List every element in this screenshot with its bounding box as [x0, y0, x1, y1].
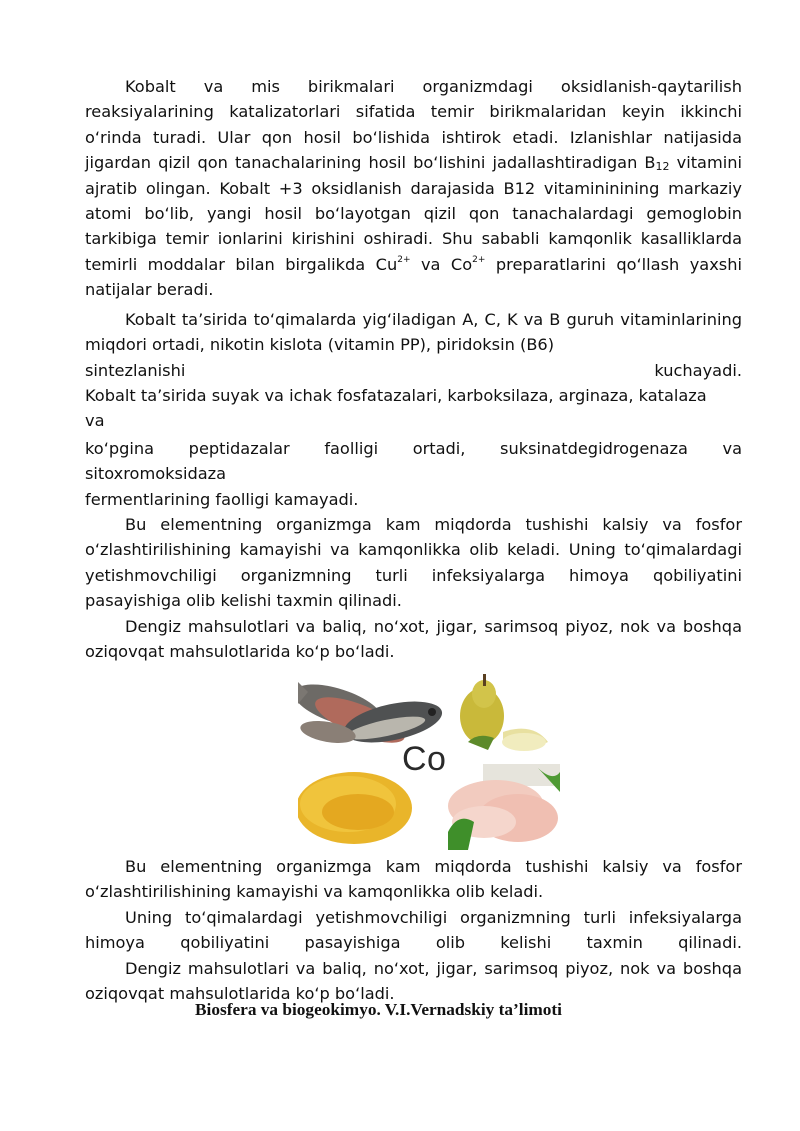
paragraph-immunity: Uning to‘qimalardagi yetishmovchiligi organizmning turli infeksiyalarga himoya qobiliyatini pasayishiga olib kelishi taxmin qilinadi.: [85, 908, 742, 953]
para1-text-b: vitamini ajratib olingan. Kobalt +3 oksidlanish darajasida B12 vitamininining markaziy atomi bo‘lib, yangi hosil bo‘layotgan qizil qon tanachalardagi gemoglobin tarkibiga temir ionlarini kirishini oshiradi. Shu sababli kamqonlik kasalliklarda temirli moddalar bilan birgalikda Cu: [85, 153, 743, 274]
enzymes-line-b: va: [85, 411, 105, 430]
lentils-illustration: [298, 772, 412, 844]
b12-subscript: 12: [655, 160, 670, 174]
paragraph-food-sources-repeat: Dengiz mahsulotlari va baliq, no‘xot, jigar, sarimsoq piyoz, nok va boshqa oziqovqat mahsulotlarida ko‘p bo‘ladi.: [85, 959, 742, 1004]
chicken-meat-illustration: [448, 764, 560, 850]
enzymes-line-e: fermentlarining faolligi kamayadi.: [85, 490, 359, 509]
section-heading: Biosfera va biogeokimyo. V.I.Vernadskiy ta’limoti: [195, 1000, 562, 1019]
enzymes-line-a: Kobalt ta’sirida suyak va ichak fosfatazalari, karboksilaza, arginaza, katalaza: [85, 386, 707, 405]
para1-text-a: Kobalt va mis birikmalari organizmdagi oksidlanish-qaytarilish reaksiyalarining katalizatorlari sifatida temir birikmalaridan keyin ikkinchi o‘rinda turadi. Ular qon hosil bo‘lishida ishtirok etadi. Izlanishlar natijasida jigardan qizil qon tanachalarining hosil bo‘lishini jadallashtiradigan B: [85, 77, 742, 173]
paragraph-food-sources: Dengiz mahsulotlari va baliq, no‘xot, jigar, sarimsoq piyoz, nok va boshqa oziqovqat mahsulotlarida ko‘p bo‘ladi.: [85, 617, 742, 662]
pear-illustration: [460, 674, 548, 751]
para1-text-d: preparatlarini qo‘llash yaxshi natijalar beradi.: [85, 254, 742, 300]
paragraph-deficiency: Bu elementning organizmga kam miqdorda tushishi kalsiy va fosfor o‘zlashtirilishining kamayishi va kamqonlikka olib keladi. Uning to‘qimalardagi yetishmovchiligi organizmning turli infeksiyalarga himoya qobiliyatini pasayishiga olib kelishi taxmin qilinadi.: [85, 515, 742, 611]
enzymes-line-c: ko‘pgina peptidazalar faolligi ortadi, suksinatdegidrogenaza va: [85, 439, 742, 458]
cu-charge-superscript: 2+: [397, 254, 411, 265]
cobalt-foods-image: [298, 672, 560, 850]
enzymes-line-d: sitoxromoksidaza: [85, 464, 227, 483]
cobalt-symbol-label: Co: [402, 740, 447, 778]
paragraph-deficiency-repeat: Bu elementning organizmga kam miqdorda tushishi kalsiy va fosfor o‘zlashtirilishining kamayishi va kamqonlikka olib keladi.: [85, 857, 742, 902]
paragraph-vitamins: Kobalt ta’sirida to‘qimalarda yig‘iladigan A, C, K va B guruh vitaminlarining miqdori ortadi, nikotin kislota (vitamin PP), piridoksin (B6): [85, 310, 742, 355]
synthesis-word: sintezlanishi: [85, 361, 186, 380]
para1-text-c: va Co: [410, 254, 473, 274]
paragraph-cobalt-role: [85, 74, 742, 303]
increase-word: kuchayadi.: [654, 361, 742, 380]
vitamin-synthesis-line: [85, 358, 742, 383]
co-charge-superscript: 2+: [472, 254, 486, 265]
